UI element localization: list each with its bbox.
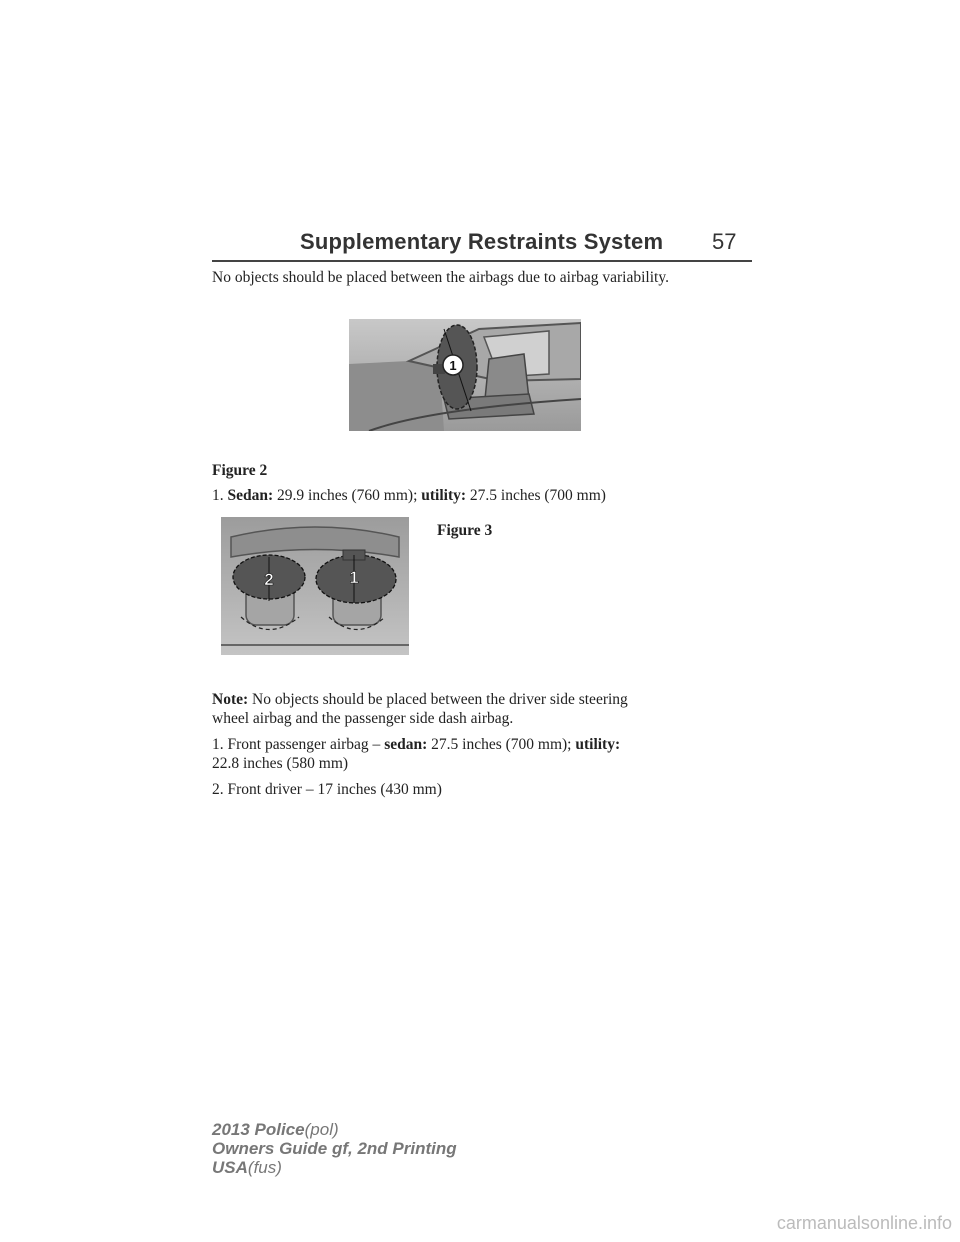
figure-2-sedan-value: 29.9 inches (760 mm); [273,487,422,504]
figure-2-sedan-label: Sedan: [227,487,274,504]
header-divider [212,260,752,262]
figure-2-caption: Figure 2 [212,462,268,479]
list-item-2: 2. Front driver – 17 inches (430 mm) [212,781,442,798]
figure-2-utility-value: 27.5 inches (700 mm) [466,487,606,504]
note-paragraph-line2: wheel airbag and the passenger side dash airbag. [212,710,514,727]
list-item-1-line1 [212,735,620,755]
figure-2-image [349,319,581,431]
intro-paragraph: No objects should be placed between the airbags due to airbag variability. [212,269,669,286]
list-item-1-line2: 22.8 inches (580 mm) [212,755,349,772]
figure-3-image [221,517,409,655]
figure-2-item-number: 1. [212,487,224,504]
footer-market: USA [212,1158,248,1177]
page-number: 57 [712,229,737,254]
footer-model: 2013 Police [212,1120,305,1139]
footer-market-code: (fus) [247,1158,282,1177]
front-seats-airbag-illustration [221,517,409,655]
footer-line-3 [212,1158,457,1177]
footer-line-1 [212,1120,457,1139]
figure-3-callout-2: 2 [264,570,274,589]
item-1-prefix: 1. Front passenger airbag – [212,736,385,753]
section-title: Supplementary Restraints System [300,229,664,254]
note-paragraph-line1 [212,690,628,710]
figure-2-item-1 [212,486,606,506]
item-1-sedan-label: sedan: [384,736,428,753]
watermark-text: carmanualsonline.info [776,1213,952,1233]
note-text-line1: No objects should be placed between the driver side steering [248,691,628,708]
footer-model-code: (pol) [304,1120,339,1139]
footer-publication-info [212,1120,457,1177]
figure-3-caption: Figure 3 [437,522,493,539]
figure-2-utility-label: utility: [421,487,467,504]
item-1-utility-label: utility: [575,736,621,753]
figure-2-callout-label: 1 [449,358,457,373]
figure-3-callout-1: 1 [349,568,359,587]
item-1-sedan-value: 27.5 inches (700 mm); [427,736,576,753]
car-side-airbag-illustration [349,319,581,431]
note-label: Note: [212,691,249,708]
footer-line-2: Owners Guide gf, 2nd Printing [212,1139,457,1158]
